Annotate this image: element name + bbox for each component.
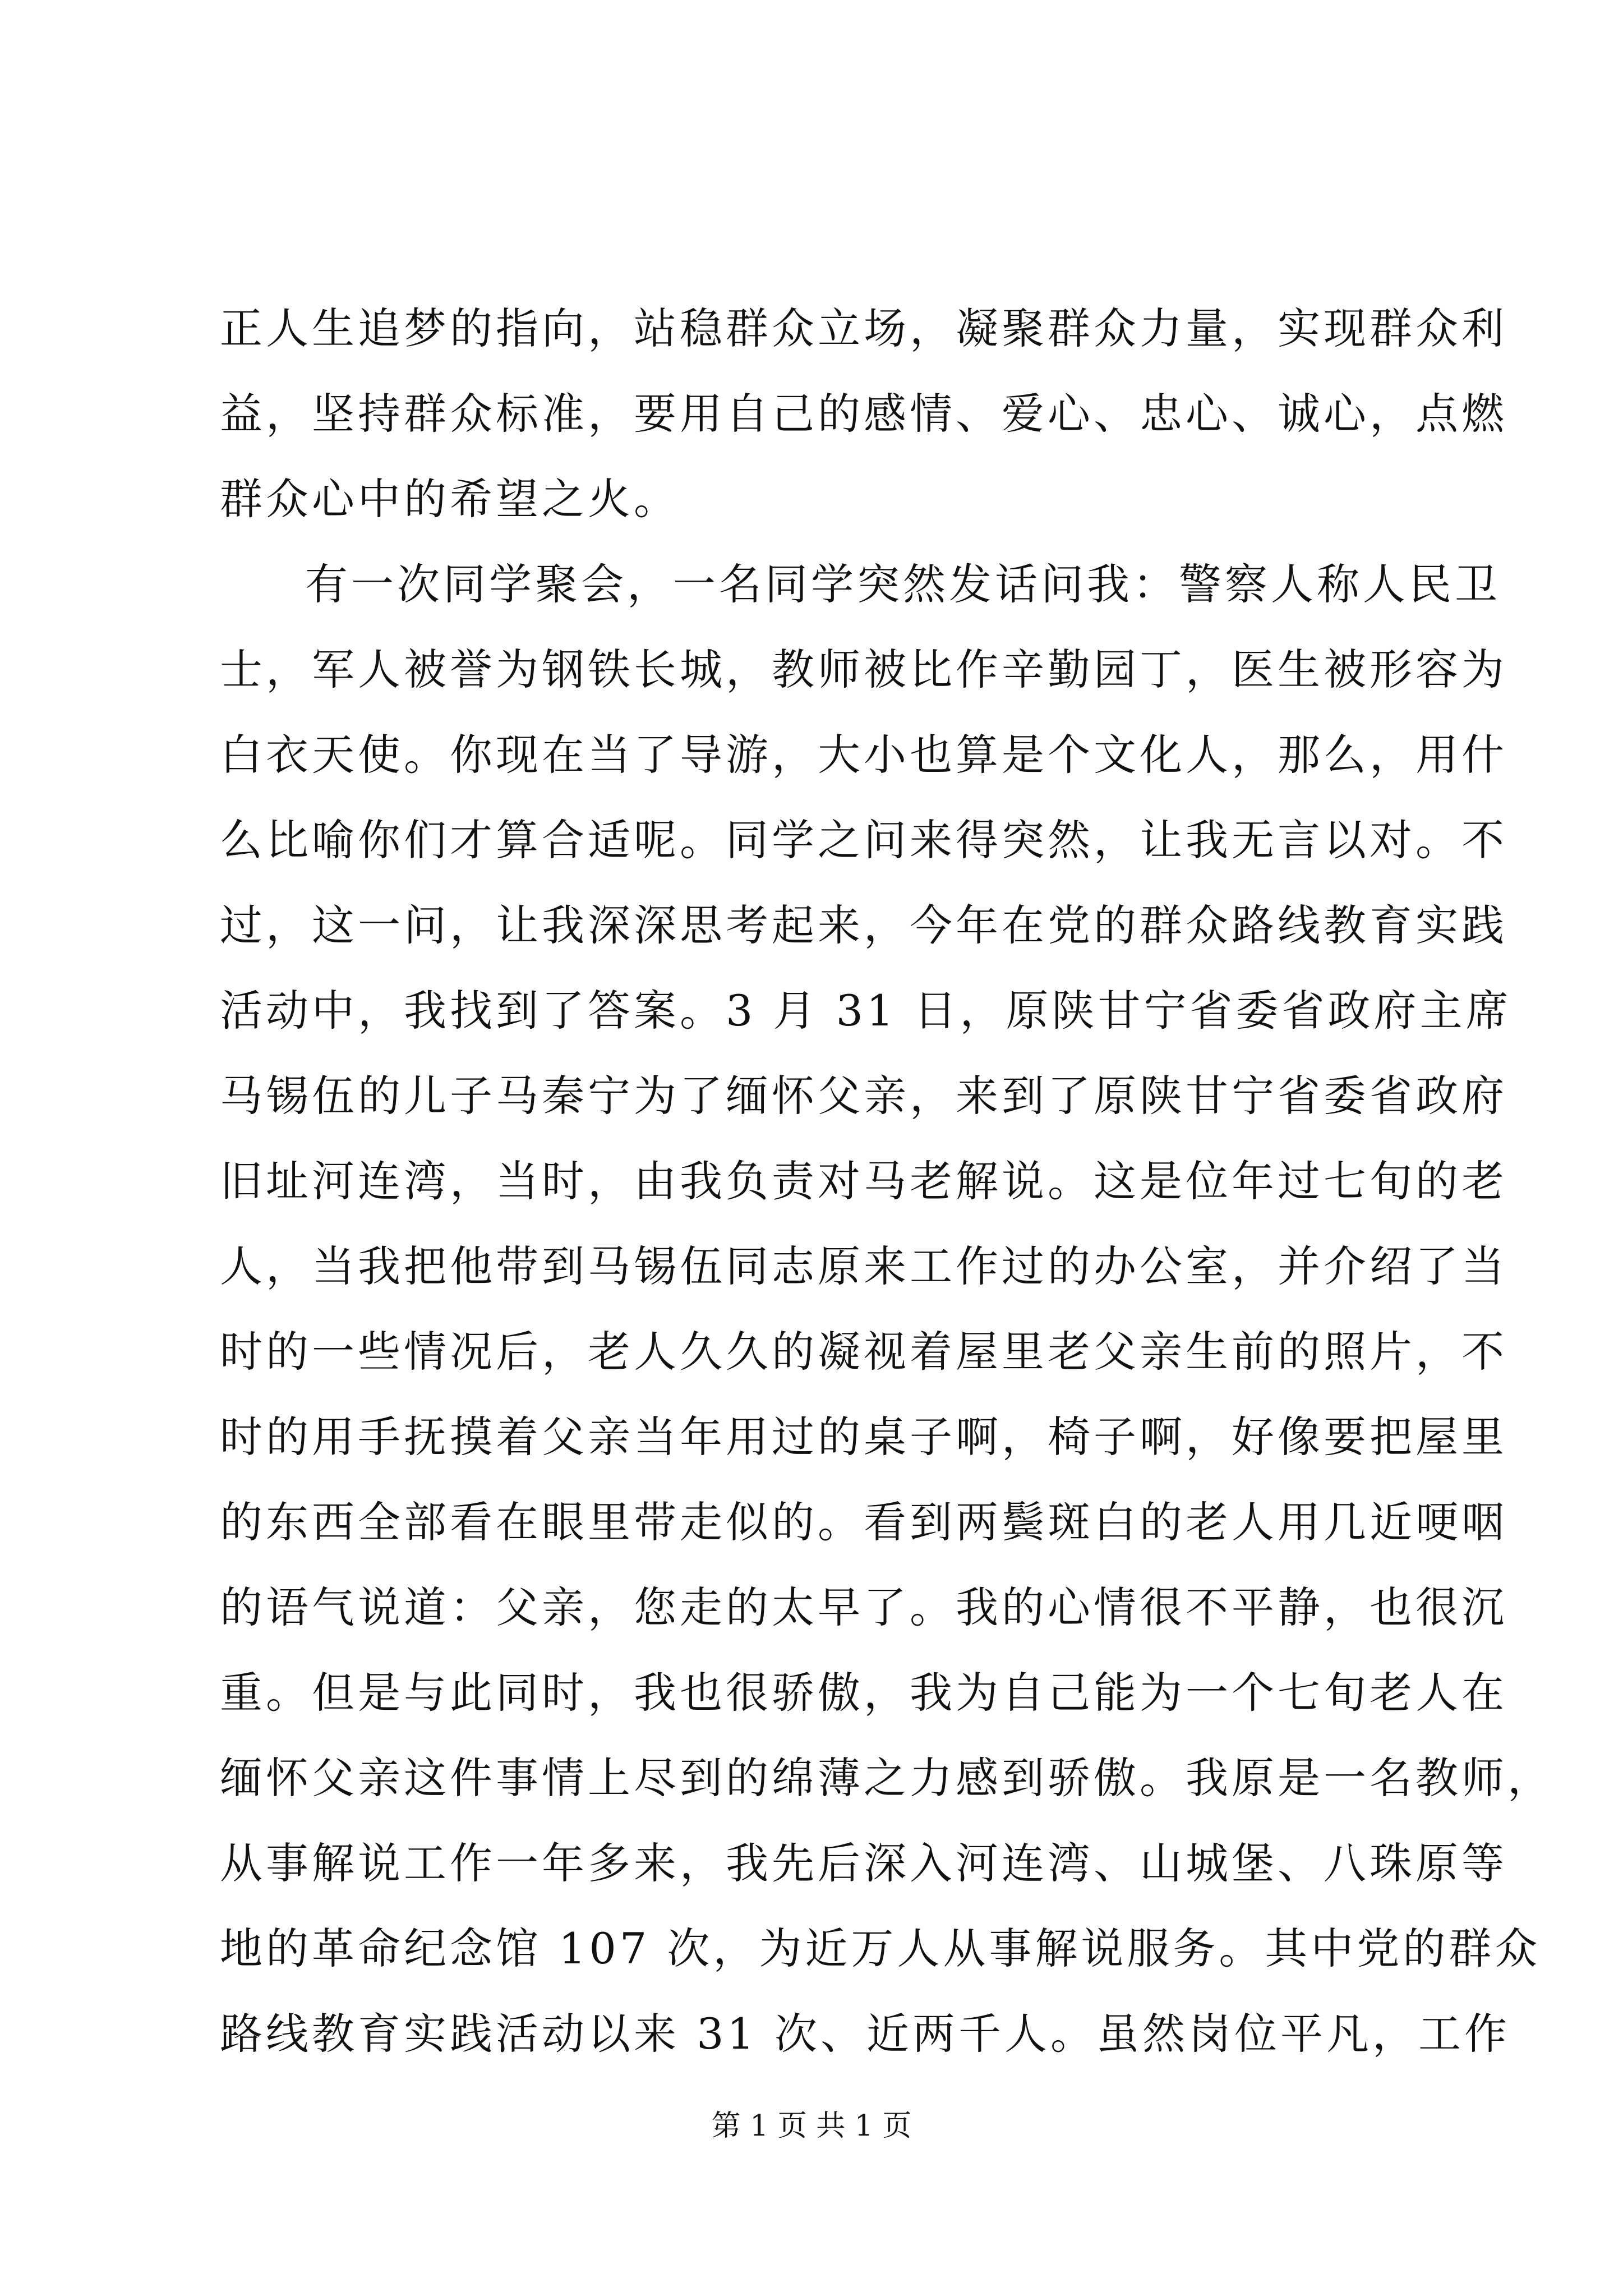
text-line-2: 益，坚持群众标准，要用自己的感情、爱心、忠心、诚心，点燃 [220, 389, 1507, 439]
text-line-16: 的语气说道：父亲，您走的太早了。我的心情很不平静，也很沉 [220, 1582, 1507, 1632]
text-line-13: 时的一些情况后，老人久久的凝视着屋里老父亲生前的照片，不 [220, 1327, 1507, 1377]
text-line-15: 的东西全部看在眼里带走似的。看到两鬓斑白的老人用几近哽咽 [220, 1497, 1507, 1547]
text-line-3: 群众心中的希望之火。 [220, 474, 680, 524]
text-line-20: 地的革命纪念馆 107 次，为近万人从事解说服务。其中党的群众 [220, 1924, 1541, 1973]
text-line-6: 白衣天使。你现在当了导游，大小也算是个文化人，那么，用什 [220, 730, 1507, 780]
text-line-19: 从事解说工作一年多来，我先后深入河连湾、山城堡、八珠原等 [220, 1838, 1507, 1888]
text-line-17: 重。但是与此同时，我也很骄傲，我为自己能为一个七旬老人在 [220, 1668, 1507, 1718]
text-line-8: 过，这一问，让我深深思考起来，今年在党的群众路线教育实践 [220, 900, 1507, 950]
text-line-5: 士，军人被誉为钢铁长城，教师被比作辛勤园丁，医生被形容为 [220, 645, 1507, 694]
text-line-14: 时的用手抚摸着父亲当年用过的桌子啊，椅子啊，好像要把屋里 [220, 1412, 1507, 1462]
page-footer: 第 1 页 共 1 页 [711, 2109, 912, 2143]
text-line-21: 路线教育实践活动以来 31 次、近两千人。虽然岗位平凡，工作 [220, 2009, 1511, 2059]
text-line-7: 么比喻你们才算合适呢。同学之问来得突然，让我无言以对。不 [220, 815, 1507, 865]
text-line-11: 旧址河连湾，当时，由我负责对马老解说。这是位年过七旬的老 [220, 1156, 1507, 1206]
text-line-9: 活动中，我找到了答案。3 月 31 日，原陕甘宁省委省政府主席 [220, 986, 1512, 1036]
text-line-10: 马锡伍的儿子马秦宁为了缅怀父亲，来到了原陕甘宁省委省政府 [220, 1071, 1507, 1121]
text-line-1: 正人生追梦的指向，站稳群众立场，凝聚群众力量，实现群众利 [220, 303, 1507, 353]
text-line-12: 人，当我把他带到马锡伍同志原来工作过的办公室，并介绍了当 [220, 1241, 1507, 1291]
text-line-18: 缅怀父亲这件事情上尽到的绵薄之力感到骄傲。我原是一名教师， [220, 1753, 1553, 1803]
text-line-4: 有一次同学聚会，一名同学突然发话问我：警察人称人民卫 [305, 559, 1501, 609]
